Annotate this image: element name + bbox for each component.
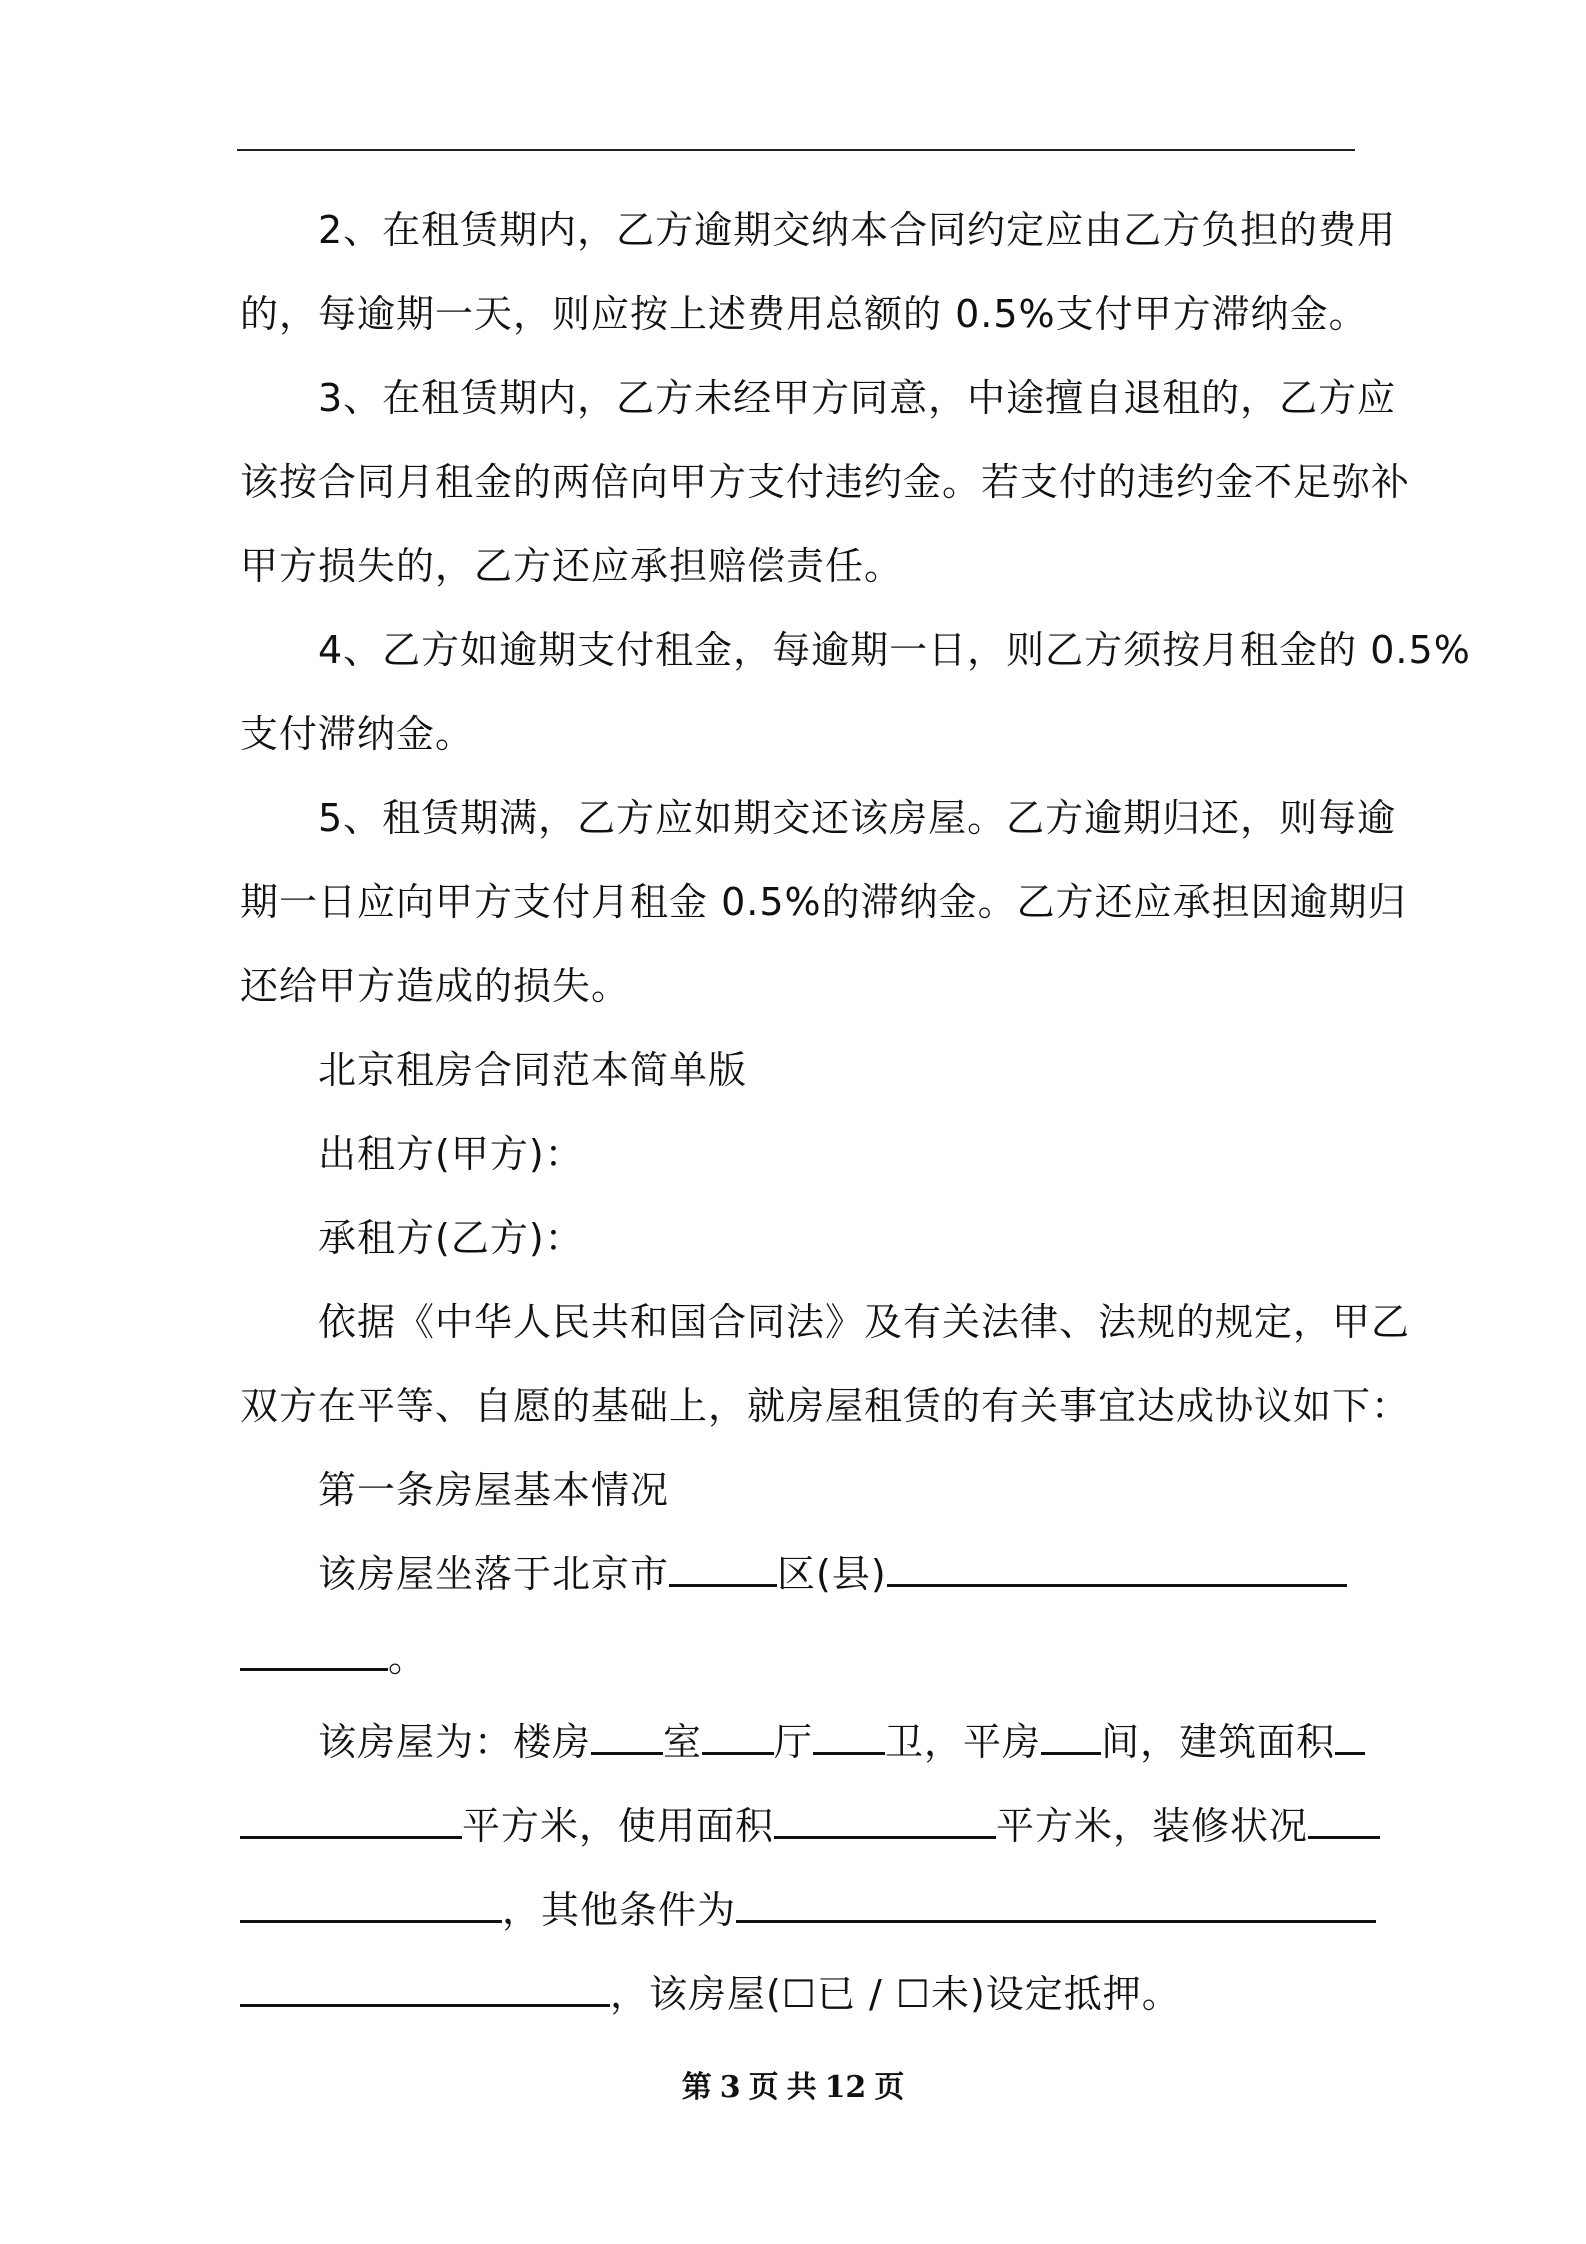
bath-count-blank[interactable] bbox=[813, 1718, 885, 1755]
paragraph-line: 4、乙方如逾期支付租金，每逾期一日，则乙方须按月租金的 0.5% bbox=[318, 628, 1471, 672]
paragraph-line: 该按合同月租金的两倍向甲方支付违约金。若支付的违约金不足弥补 bbox=[240, 460, 1411, 504]
mortgage-no-label: 未)设定抵押。 bbox=[930, 1972, 1181, 2016]
other-conditions-line bbox=[240, 1868, 1356, 1952]
sqm-label-2: 平方米，装修状况 bbox=[996, 1804, 1309, 1848]
location-end: 。 bbox=[388, 1636, 428, 1680]
bath-label: 卫，平房 bbox=[885, 1720, 1042, 1764]
building-area-blank-cont[interactable] bbox=[240, 1802, 462, 1839]
paragraph-line: 依据《中华人民共和国合同法》及有关法律、法规的规定，甲乙 bbox=[318, 1300, 1411, 1344]
lessee-label: 承租方(乙方)： bbox=[318, 1216, 584, 1260]
mortgage-prefix: ，该房屋( bbox=[610, 1972, 782, 2016]
page-footer bbox=[0, 2062, 1586, 2106]
sqm-label-1: 平方米，使用面积 bbox=[462, 1804, 775, 1848]
location-line-cont bbox=[240, 1616, 1356, 1700]
building-area-blank[interactable] bbox=[1335, 1718, 1365, 1755]
footer-ye: 页 bbox=[748, 2070, 779, 2105]
location-line bbox=[318, 1532, 1356, 1616]
location-prefix: 该房屋坐落于北京市 bbox=[318, 1552, 670, 1596]
other-conditions-label: ，其他条件为 bbox=[502, 1888, 737, 1932]
jian-label: 间，建筑面积 bbox=[1101, 1720, 1336, 1764]
footer-ye-2: 页 bbox=[874, 2070, 905, 2105]
other-conditions-blank-cont[interactable] bbox=[240, 1970, 610, 2007]
footer-gong: 共 bbox=[786, 2070, 817, 2105]
paragraph-line: 还给甲方造成的损失。 bbox=[240, 964, 631, 1008]
room-count-blank[interactable] bbox=[591, 1718, 663, 1755]
usable-area-blank[interactable] bbox=[774, 1802, 996, 1839]
rooms-prefix: 该房屋为：楼房 bbox=[318, 1720, 592, 1764]
rooms-line bbox=[318, 1700, 1356, 1784]
district-label: 区(县) bbox=[777, 1552, 887, 1596]
paragraph-line: 甲方损失的，乙方还应承担赔偿责任。 bbox=[240, 544, 904, 588]
hall-label: 厅 bbox=[774, 1720, 814, 1764]
address-blank[interactable] bbox=[887, 1550, 1347, 1587]
footer-di: 第 bbox=[681, 2070, 712, 2105]
address-blank-cont[interactable] bbox=[240, 1634, 388, 1671]
room-label: 室 bbox=[663, 1720, 703, 1764]
mortgage-yes-checkbox[interactable]: ☐ bbox=[781, 1972, 817, 2016]
contract-title: 北京租房合同范本简单版 bbox=[318, 1048, 748, 1092]
decoration-blank[interactable] bbox=[1308, 1802, 1380, 1839]
decoration-blank-cont[interactable] bbox=[240, 1886, 502, 1923]
footer-page-number: 3 bbox=[719, 2070, 741, 2105]
header-rule bbox=[237, 149, 1355, 151]
district-blank[interactable] bbox=[669, 1550, 777, 1587]
mortgage-no-checkbox[interactable]: ☐ bbox=[895, 1972, 931, 2016]
mortgage-line bbox=[240, 1952, 1356, 2036]
mortgage-yes-label: 已 / bbox=[816, 1972, 883, 2016]
paragraph-line: 期一日应向甲方支付月租金 0.5%的滞纳金。乙方还应承担因逾期归 bbox=[240, 880, 1407, 924]
paragraph-line: 5、租赁期满，乙方应如期交还该房屋。乙方逾期归还，则每逾 bbox=[318, 796, 1397, 840]
hall-count-blank[interactable] bbox=[702, 1718, 774, 1755]
lessor-label: 出租方(甲方)： bbox=[318, 1132, 584, 1176]
paragraph-line: 3、在租赁期内，乙方未经甲方同意，中途擅自退租的，乙方应 bbox=[318, 376, 1397, 420]
paragraph-line: 的，每逾期一天，则应按上述费用总额的 0.5%支付甲方滞纳金。 bbox=[240, 292, 1368, 336]
paragraph-line: 2、在租赁期内，乙方逾期交纳本合同约定应由乙方负担的费用 bbox=[318, 208, 1397, 252]
paragraph-line: 双方在平等、自愿的基础上，就房屋租赁的有关事宜达成协议如下： bbox=[240, 1384, 1411, 1428]
bungalow-count-blank[interactable] bbox=[1041, 1718, 1101, 1755]
footer-total-pages: 12 bbox=[824, 2070, 867, 2105]
area-line bbox=[240, 1784, 1356, 1868]
paragraph-line: 支付滞纳金。 bbox=[240, 712, 475, 756]
article-heading: 第一条房屋基本情况 bbox=[318, 1468, 670, 1512]
other-conditions-blank[interactable] bbox=[736, 1886, 1376, 1923]
